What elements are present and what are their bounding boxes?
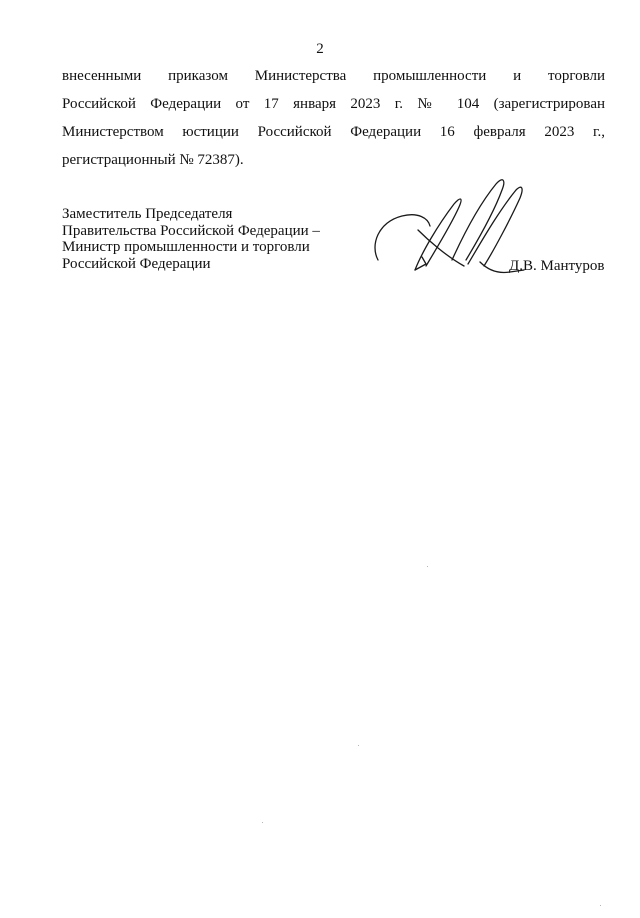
body-line: Российской Федерации от 17 января 2023 г. № 104 (зарегистрирован (62, 96, 605, 112)
scan-speck (600, 905, 601, 906)
body-line: регистрационный № 72387). (62, 152, 244, 168)
body-line: Министерством юстиции Российской Федерации 16 февраля 2023 г., (62, 124, 605, 140)
scan-speck (358, 745, 359, 746)
signer-name: Д.В. Мантуров (509, 258, 605, 274)
scan-speck (427, 566, 428, 567)
body-line: внесенными приказом Министерства промышленности и торговли (62, 68, 605, 84)
body-paragraph (62, 62, 605, 174)
signatory-line: Министр промышленности и торговли (62, 239, 310, 255)
signatory-line: Заместитель Председателя (62, 206, 233, 222)
handwritten-signature (368, 160, 528, 280)
scan-speck (262, 822, 263, 823)
page-number: 2 (316, 41, 324, 57)
signatory-line: Правительства Российской Федерации – (62, 222, 320, 239)
signatory-line: Российской Федерации (62, 255, 211, 272)
signatory-title (62, 206, 320, 272)
